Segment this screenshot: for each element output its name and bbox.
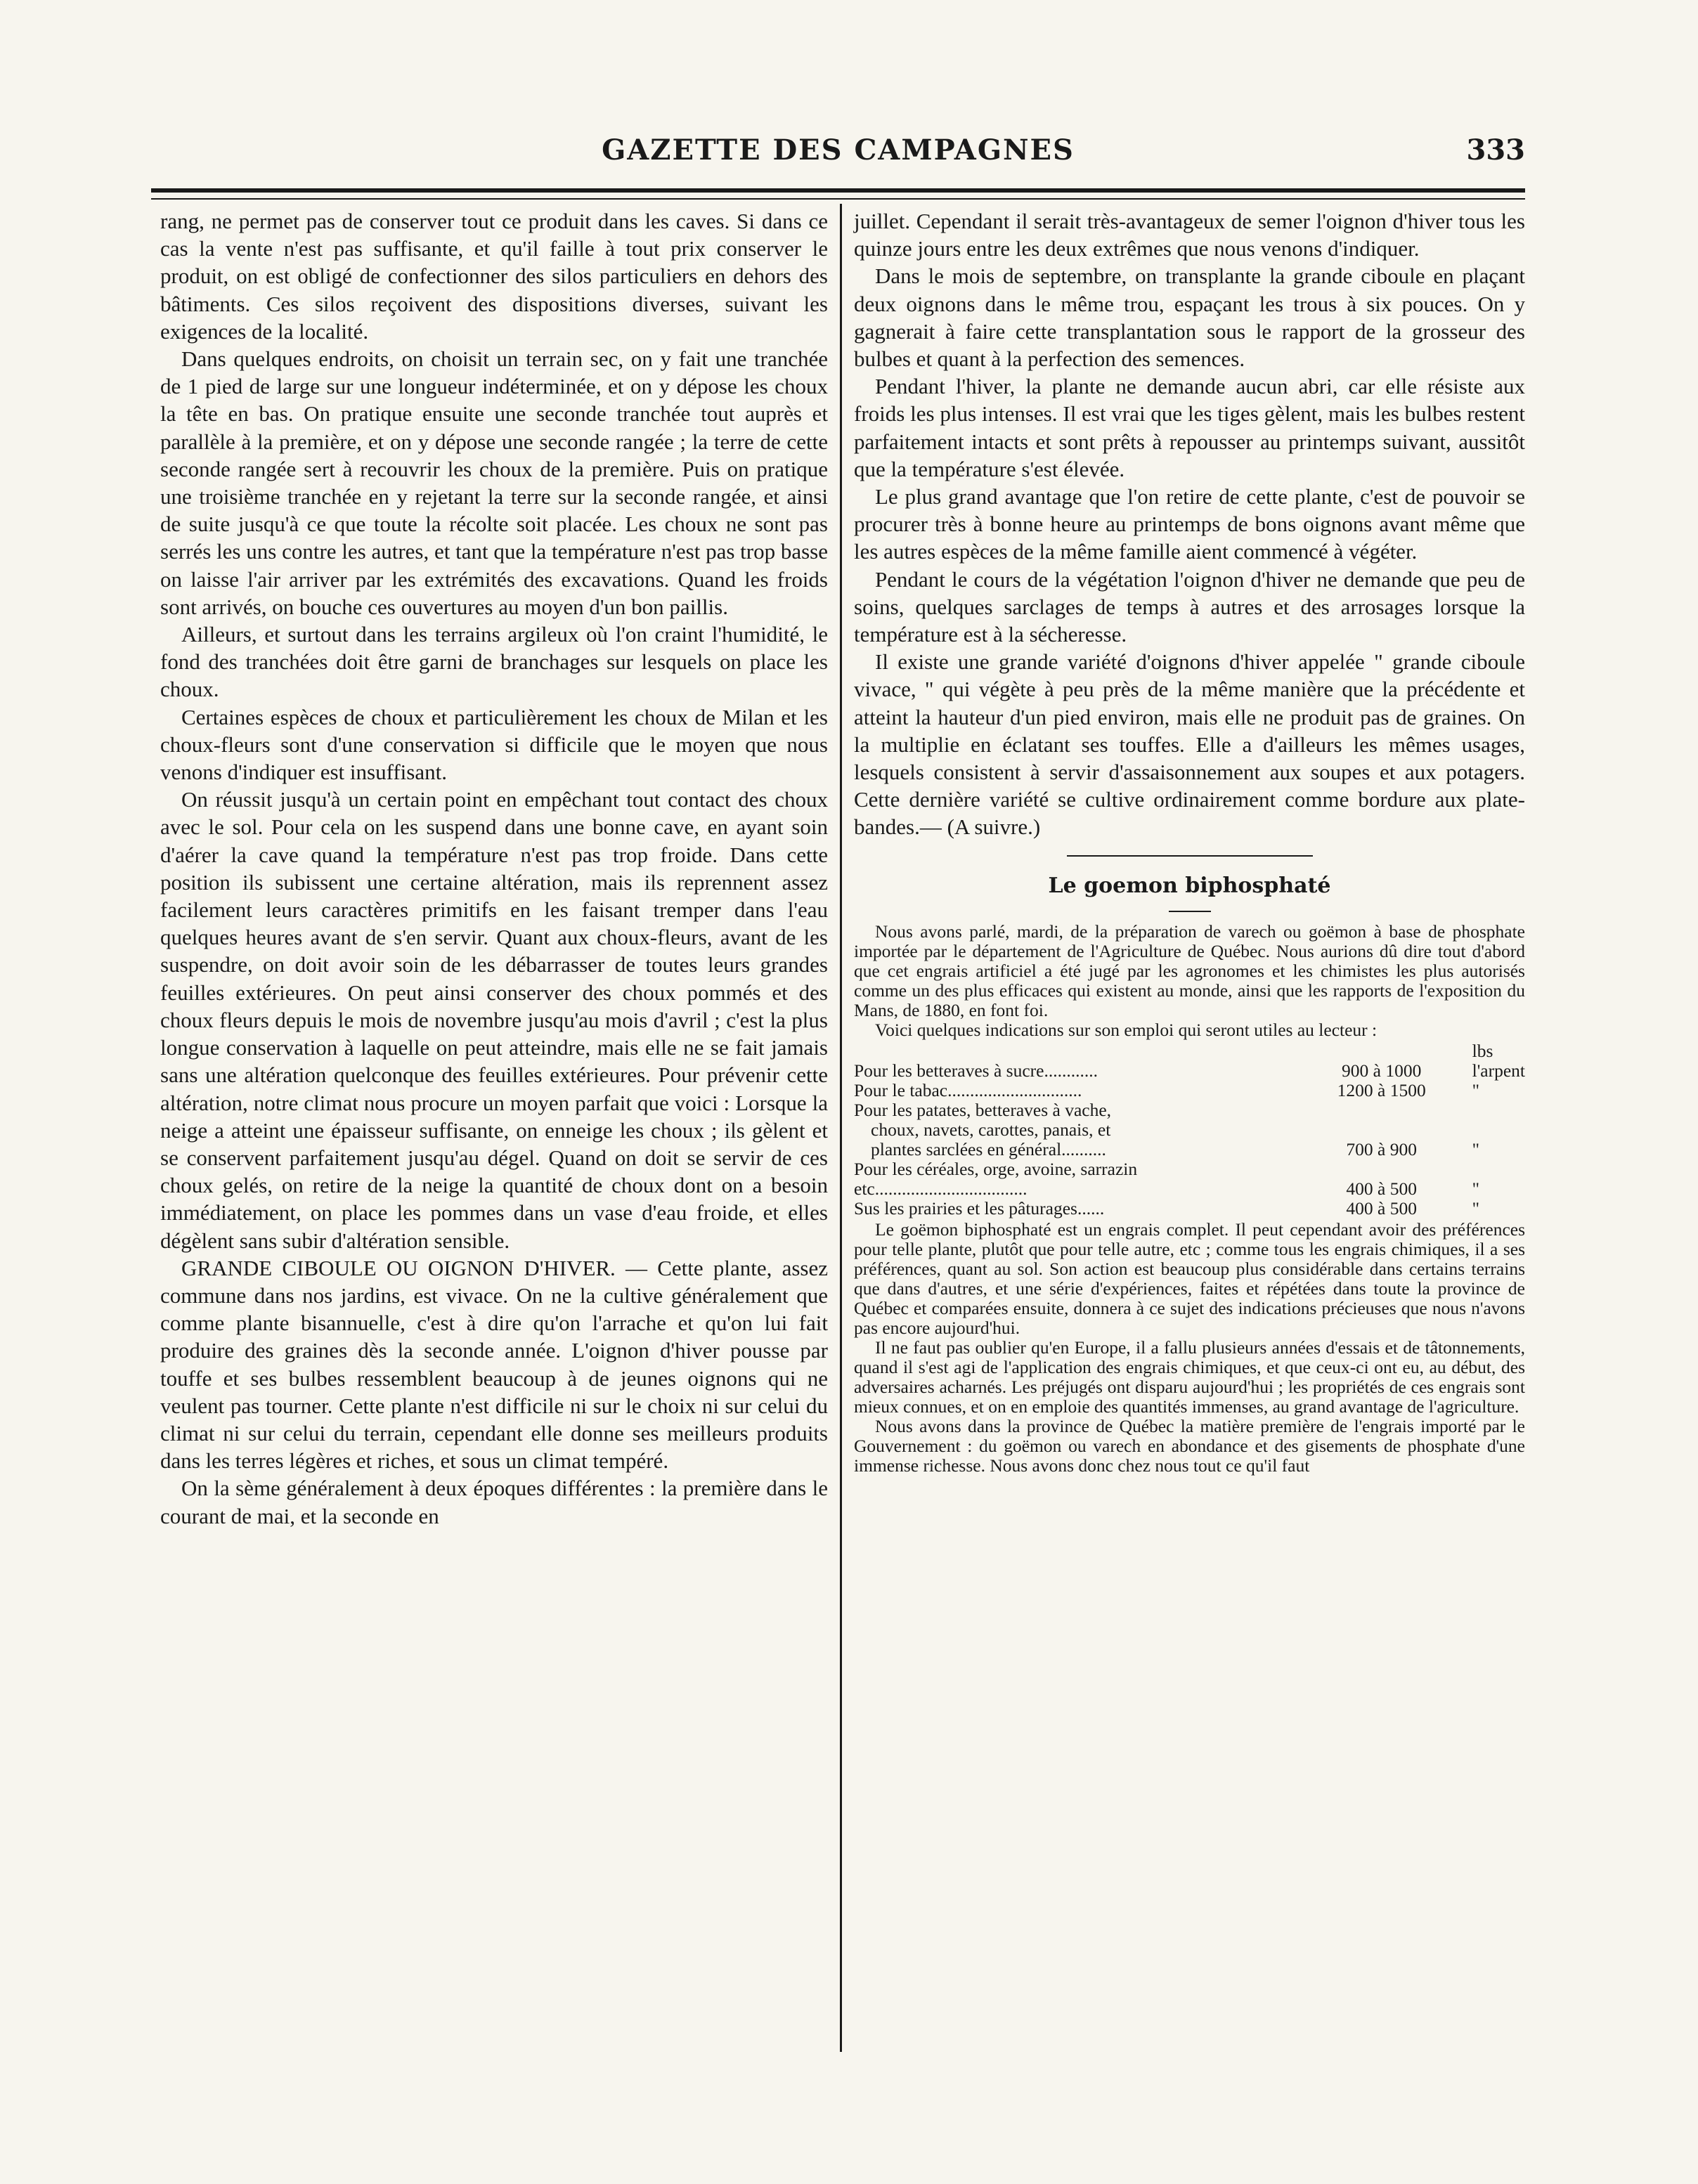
crop-cell: Pour les betteraves à sucre............ (854, 1060, 1098, 1081)
article-intro: Nous avons parlé, mardi, de la préparation de varech ou goëmon à base de phosphate importée par le département de l'Agriculture de Québec. Nous aurions dû dire tout d'abord que cet engrais artificiel a été jugé par les agronomes et les chimistes les plus autorisés comme un des plus efficaces qui existent au monde, ainsi que les rapports de l'exposition du Mans, de 1880, en font foi. (854, 921, 1525, 1020)
article-paragraph: Le goëmon biphosphaté est un engrais complet. Il peut cependant avoir des préférences pour telle plante, plutôt que pour telle autre, etc ; comme tous les engrais chimiques, il a ses préférences, quant au sol. Son action est beaucoup plus considérable dans certains terrains que dans d'autres, et une série d'expériences, faites et répétées dans toute la province de Québec et comparées ensuite, donnera à ce sujet des indications précieuses que nous n'avons pas encore aujourd'hui. (854, 1218, 1525, 1338)
rate-cell: 400 à 500 (1346, 1178, 1417, 1199)
table-row (854, 1120, 1525, 1140)
paragraph: Dans quelques endroits, on choisit un terrain sec, on y fait une tranchée de 1 pied de large sur une longueur indéterminée, et on y dépose les choux la tête en bas. On pratique ensuite une seconde tranchée tout auprès et parallèle à la première, et on y dépose une seconde rangée ; la terre de cette seconde rangée sert à recouvrir les choux de la première. Puis on pratique une troisième tranchée en y rejetant la terre sur la seconde rangée, et ainsi de suite jusqu'à ce que toute la récolte soit placée. Les choux ne sont pas serrés les uns contre les autres, et tant que la température n'est pas trop basse on laisse l'air arriver par les extrémités des excavations. Quand les froids sont arrivés, on bouche ces ouvertures au moyen d'un bon paillis. (160, 346, 828, 619)
table-row (854, 1041, 1525, 1081)
column-divider (840, 204, 842, 2052)
paragraph: On la sème généralement à deux époques différentes : la première dans le courant de mai, et la seconde en (160, 1476, 828, 1528)
rate-cell: 900 à 1000 (1342, 1060, 1422, 1081)
left-column (160, 207, 828, 1530)
unit-cell: " (1472, 1138, 1480, 1159)
page-number: 333 (1466, 134, 1525, 167)
article-paragraph: Il ne faut pas oublier qu'en Europe, il a fallu plusieurs années d'essais et de tâtonnements, quand il s'est agi de l'application des engrais chimiques, et que ceux-ci ont eu, au début, des adversaires acharnés. Les préjugés ont disparu aujourd'hui ; les propriétés de ces engrais sont mieux connues, et on en emploie des quantités immenses, au grand avantage de l'agriculture. (854, 1337, 1525, 1417)
title-underline (1169, 911, 1211, 912)
crop-cell: plantes sarclées en général.......... (871, 1138, 1106, 1159)
crop-cell: Pour les céréales, orge, avoine, sarrazin etc.................................. (854, 1158, 1138, 1199)
table-row (854, 1081, 1525, 1100)
rate-cell (1291, 1100, 1472, 1120)
unit-cell (1472, 1120, 1525, 1140)
crop-cell: Sus les prairies et les pâturages...... (854, 1197, 1105, 1218)
rate-cell: 700 à 900 (1346, 1138, 1417, 1159)
table-intro: Voici quelques indications sur son emploi qui seront utiles au lecteur : (875, 1019, 1378, 1040)
paragraph: rang, ne permet pas de conserver tout ce produit dans les caves. Si dans ce cas la vente n'est pas suffisante, et qu'il faille à tout prix conserver le produit, on est obligé de confectionner des silos particuliers en dehors des bâtiments. Ces silos reçoivent des dispositions diverses, suivant les exigences de la localité. (160, 209, 828, 344)
paragraph: Le plus grand avantage que l'on retire de cette plante, c'est de pouvoir se procurer très à bonne heure au printemps de bons oignons avant même que les autres espèces de la même famille aient commencé à végéter. (854, 484, 1525, 564)
paragraph: Certaines espèces de choux et particulièrement les choux de Milan et les choux-fleurs sont d'une conservation si difficile que le moyen que nous venons d'indiquer est insuffisant. (160, 704, 828, 785)
paragraph: On réussit jusqu'à un certain point en empêchant tout contact des choux avec le sol. Pour cela on les suspend dans une bonne cave, en ayant soin d'aérer la cave quand la température n'est pas trop froide. Dans cette position ils subissent une certaine altération, mais ils reprennent assez facilement leurs caractères primitifs en les faisant tremper dans l'eau quelques heures avant de s'en servir. Quant aux choux-fleurs, avant de les suspendre, on doit avoir soin de les débarrasser de toutes leurs grandes feuilles extérieures. On peut ainsi conserver des choux pommés et des choux fleurs depuis le mois de novembre jusqu'au mois d'avril ; c'est la plus longue conservation à laquelle on peut atteindre, mais elle ne se fait jamais sans une altération quelconque des feuilles extérieures. Pour prévenir cette altération, notre climat nous procure un moyen parfait que voici : Lorsque la neige a atteint une épaisseur suffisante, on enneige les choux ; ils gèlent et se conservent parfaitement jusqu'au dégel. Quand on doit se servir de ces choux gelés, on retire de la neige la quantité de choux dont on a besoin immédiatement, on place les pommes dans un vase d'eau froide, et elles dégèlent sans subir d'altération sensible. (160, 787, 828, 1253)
unit-cell: lbs l'arpent (1472, 1040, 1526, 1081)
table-row (854, 1140, 1525, 1159)
crop-cell: Pour le tabac.............................. (854, 1079, 1082, 1100)
article-separator (1067, 855, 1313, 857)
page-header (151, 134, 1525, 176)
paragraph: juillet. Cependant il serait très-avantageux de semer l'oignon d'hiver tous les quinze jours entre les deux extrêmes que nous venons d'indiquer. (854, 209, 1525, 261)
paragraph: Dans le mois de septembre, on transplante la grande ciboule en plaçant deux oignons dans le même trou, espaçant les trous à six pouces. On y gagnerait à faire cette transplantation sous le rapport de la grosseur des bulbes et quant à la perfection des semences. (854, 264, 1525, 372)
table-row (854, 1100, 1525, 1120)
table-row (854, 1159, 1525, 1199)
paragraph: Pendant le cours de la végétation l'oignon d'hiver ne demande que peu de soins, quelques sarclages de temps à autres et des arrosages lorsque la température est à la sécheresse. (854, 566, 1525, 647)
paragraph: Pendant l'hiver, la plante ne demande aucun abri, car elle résiste aux froids les plus intenses. Il est vrai que les tiges gèlent, mais les bulbes restent parfaitement intacts et sont prêts à repousser au printemps suivant, aussitôt que la température s'est élevée. (854, 374, 1525, 481)
paragraph: Ailleurs, et surtout dans les terrains argileux où l'on craint l'humidité, le fond des tranchées doit être garni de branchages sur lesquels on place les choux. (160, 622, 828, 702)
article-title: Le goemon biphosphaté (1048, 873, 1331, 898)
rate-cell: 400 à 500 (1346, 1197, 1417, 1218)
paragraph: Il existe une grande variété d'oignons d'hiver appelée " grande ciboule vivace, " qui végète à peu près de la même manière que la précédente et atteint la hauteur d'un pied environ, mais elle ne produit pas de graines. On la multiplie en éclatant ses touffes. Elle a d'ailleurs les mêmes usages, lesquels consistent à servir d'assaisonnement aux soupes et aux potagers. Cette dernière variété se cultive ordinairement comme bordure aux plate-bandes.— (A suivre.) (854, 649, 1525, 840)
unit-cell: " (1472, 1197, 1480, 1218)
article-paragraph: Nous avons dans la province de Québec la matière première de l'engrais importé par le Gouvernement : du goëmon ou varech en abondance et des gisements de phosphate d'une immense richesse. Nous avons donc chez nous tout ce qu'il faut (854, 1415, 1525, 1476)
crop-cell: choux, navets, carottes, panais, et (871, 1119, 1111, 1140)
rate-cell: 1200 à 1500 (1337, 1079, 1426, 1100)
header-rule (151, 188, 1525, 193)
rate-cell (1291, 1120, 1472, 1140)
unit-cell: " (1472, 1079, 1480, 1100)
right-column (854, 207, 1525, 1476)
crop-cell: Pour les patates, betteraves à vache, (854, 1099, 1112, 1120)
paragraph-grande-ciboule: GRANDE CIBOULE OU OIGNON D'HIVER. — Cette plante, assez commune dans nos jardins, est vivace. On ne la cultive généralement que comme plante bisannuelle, c'est à dire qu'on l'arrache et qu'on lui fait produire des graines dès la seconde année. L'oignon d'hiver pousse par touffe et ses bulbes ressemblent beaucoup à de jeunes oignons qui ne veulent pas tourner. Cette plante n'est difficile ni sur le choix ni sur celui du climat ni sur celui du terrain, cependant elle donne ses meilleurs produits dans les terres légères et riches, et sous un climat tempéré. (160, 1255, 828, 1474)
unit-cell (1472, 1100, 1525, 1120)
table-row (854, 1199, 1525, 1218)
header-rule-thin (151, 198, 1525, 200)
rates-table (854, 1041, 1525, 1218)
unit-cell: " (1472, 1178, 1480, 1199)
masthead: GAZETTE DES CAMPAGNES (602, 134, 1075, 167)
